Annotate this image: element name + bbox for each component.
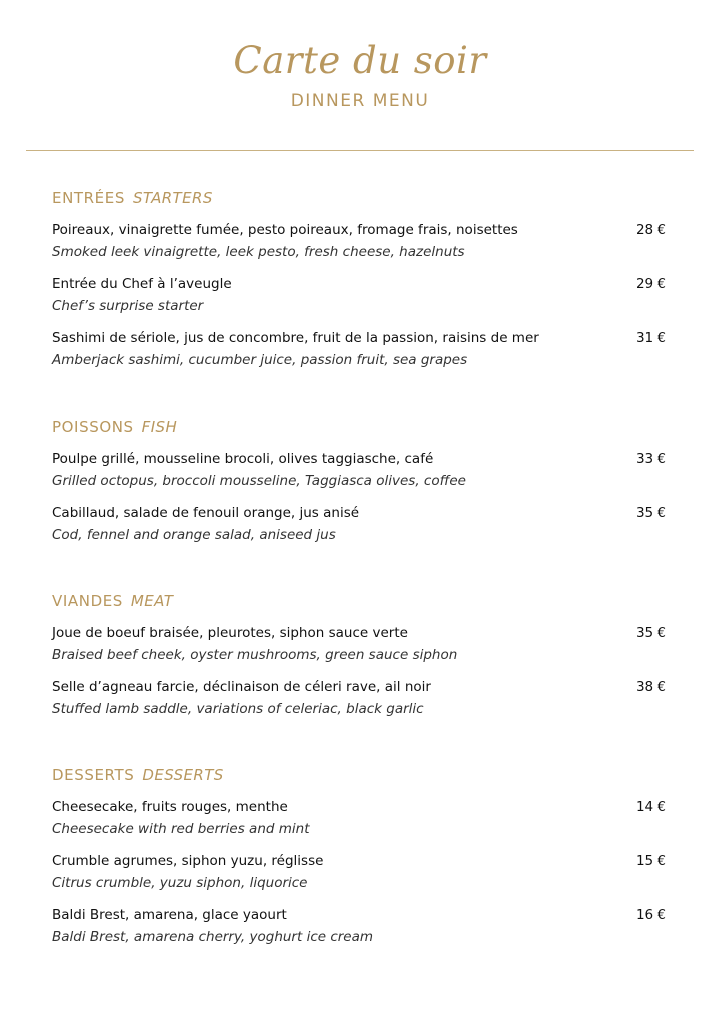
section-heading-en: FISH (141, 418, 178, 436)
item-price: 38 € (635, 679, 666, 695)
item-name: Crumble agrumes, siphon yuzu, réglisse (52, 853, 324, 869)
item-description: Baldi Brest, amarena cherry, yoghurt ice cream (52, 929, 374, 945)
item-name: Cabillaud, salade de fenouil orange, jus anisé (52, 505, 360, 521)
menu-item (52, 850, 668, 894)
section-heading (52, 764, 668, 786)
item-description: Amberjack sashimi, cucumber juice, passion fruit, sea grapes (52, 352, 468, 368)
menu-header (0, 38, 720, 112)
section-starters (52, 187, 668, 371)
menu-item (52, 327, 668, 371)
item-name: Baldi Brest, amarena, glace yaourt (52, 907, 287, 923)
menu-title: Carte du soir (233, 39, 487, 82)
menu-item (52, 273, 668, 317)
item-price: 35 € (635, 625, 666, 641)
menu-subtitle: DINNER MENU (290, 91, 430, 111)
item-price: 29 € (635, 276, 666, 292)
section-meat (52, 590, 668, 720)
item-name: Sashimi de sériole, jus de concombre, fruit de la passion, raisins de mer (52, 330, 539, 346)
item-price: 16 € (635, 907, 666, 923)
menu-item (52, 448, 668, 492)
section-heading-fr: POISSONS (52, 418, 134, 436)
item-description: Cod, fennel and orange salad, aniseed jus (52, 527, 336, 543)
section-heading (52, 187, 668, 209)
section-heading (52, 416, 668, 438)
header-divider (26, 150, 694, 151)
item-price: 31 € (635, 330, 666, 346)
section-heading-fr: DESSERTS (52, 766, 135, 784)
section-desserts (52, 764, 668, 948)
section-heading-en: DESSERTS (142, 766, 224, 784)
item-name: Selle d’agneau farcie, déclinaison de céleri rave, ail noir (52, 679, 431, 695)
item-description: Smoked leek vinaigrette, leek pesto, fresh cheese, hazelnuts (52, 244, 465, 260)
item-description: Stuffed lamb saddle, variations of celeriac, black garlic (52, 701, 424, 717)
menu-item (52, 904, 668, 948)
section-heading (52, 590, 668, 612)
item-price: 33 € (635, 451, 666, 467)
item-description: Citrus crumble, yuzu siphon, liquorice (52, 875, 308, 891)
item-name: Poireaux, vinaigrette fumée, pesto poireaux, fromage frais, noisettes (52, 222, 518, 238)
item-description: Chef’s surprise starter (52, 298, 204, 314)
item-name: Poulpe grillé, mousseline brocoli, olives taggiasche, café (52, 451, 434, 467)
item-description: Braised beef cheek, oyster mushrooms, green sauce siphon (52, 647, 458, 663)
item-price: 35 € (635, 505, 666, 521)
menu-item (52, 796, 668, 840)
section-heading-en: MEAT (130, 592, 174, 610)
section-heading-fr: VIANDES (52, 592, 123, 610)
menu-item (52, 219, 668, 263)
section-heading-fr: ENTRÉES (52, 189, 125, 207)
item-name: Entrée du Chef à l’aveugle (52, 276, 232, 292)
menu-item (52, 622, 668, 666)
item-description: Cheesecake with red berries and mint (52, 821, 310, 837)
item-name: Cheesecake, fruits rouges, menthe (52, 799, 288, 815)
menu-item (52, 502, 668, 546)
menu-item (52, 676, 668, 720)
item-description: Grilled octopus, broccoli mousseline, Taggiasca olives, coffee (52, 473, 466, 489)
item-name: Joue de boeuf braisée, pleurotes, siphon sauce verte (52, 625, 408, 641)
section-heading-en: STARTERS (132, 189, 213, 207)
item-price: 14 € (635, 799, 666, 815)
item-price: 15 € (635, 853, 666, 869)
section-fish (52, 416, 668, 546)
item-price: 28 € (635, 222, 666, 238)
